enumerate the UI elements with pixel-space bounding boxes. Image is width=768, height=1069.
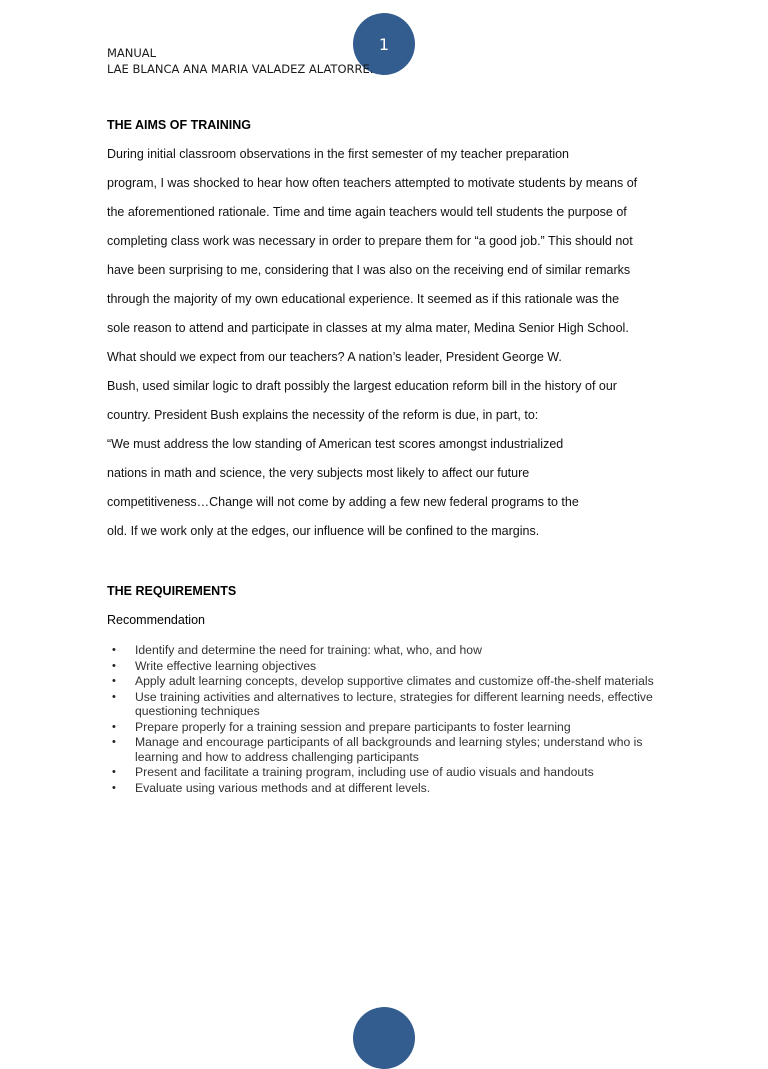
- list-item-text: Prepare properly for a training session and prepare participants to foster learning: [135, 719, 571, 734]
- bullet-icon: •: [112, 690, 116, 703]
- bullet-icon: •: [112, 659, 116, 672]
- list-item-text: Identify and determine the need for training: what, who, and how: [135, 643, 482, 657]
- header-line-author: LAE BLANCA ANA MARIA VALADEZ ALATORRE.: [107, 62, 374, 76]
- list-item-text: Present and facilitate a training program, including use of audio visuals and handouts: [135, 765, 594, 779]
- page-number: 1: [378, 34, 390, 54]
- body-line: completing class work was necessary in order to prepare them for “a good job.” This should not: [107, 234, 633, 248]
- list-item: [107, 690, 667, 719]
- body-line: sole reason to attend and participate in classes at my alma mater, Medina Senior High School.: [107, 321, 629, 335]
- quote-line: “We must address the low standing of American test scores amongst industrialized: [107, 437, 564, 451]
- next-page-badge: [353, 1007, 415, 1069]
- bullet-icon: •: [112, 766, 116, 778]
- list-item-text: Apply adult learning concepts, develop supportive climates and customize off-the-shelf materials: [135, 674, 654, 688]
- bullet-icon: •: [112, 644, 116, 656]
- quote-line: nations in math and science, the very subjects most likely to affect our future: [107, 466, 530, 480]
- list-item: [107, 643, 667, 658]
- bullet-icon: •: [112, 736, 116, 748]
- header-line-manual: MANUAL: [107, 46, 157, 60]
- list-item: [107, 674, 667, 689]
- list-item: [107, 659, 667, 674]
- section-heading-aims: THE AIMS OF TRAINING: [107, 118, 251, 132]
- requirements-list: [107, 643, 667, 796]
- list-item: [107, 781, 667, 796]
- body-line: have been surprising to me, considering that I was also on the receiving end of similar remarks: [107, 263, 631, 277]
- bullet-icon: •: [112, 675, 116, 687]
- list-item-text: Manage and encourage participants of all backgrounds and learning styles; understand who is learning and how to address challenging participants: [135, 735, 643, 764]
- list-item-text: Write effective learning objectives: [135, 658, 317, 673]
- bullet-icon: •: [112, 781, 116, 794]
- list-item: [107, 735, 667, 764]
- list-item-text: Use training activities and alternatives to lecture, strategies for different learning needs, effective questioning techniques: [135, 689, 653, 718]
- document-header: [107, 45, 373, 77]
- quote-line: old. If we work only at the edges, our influence will be confined to the margins.: [107, 524, 540, 538]
- list-item: [107, 720, 667, 735]
- quote-line: competitiveness…Change will not come by adding a few new federal programs to the: [107, 495, 579, 509]
- body-line: During initial classroom observations in the first semester of my teacher preparation: [107, 147, 570, 161]
- recommendation-label: Recommendation: [107, 613, 205, 627]
- body-line: country. President Bush explains the necessity of the reform is due, in part, to:: [107, 408, 539, 422]
- body-line: What should we expect from our teachers? A nation’s leader, President George W.: [107, 350, 562, 364]
- section-heading-requirements: THE REQUIREMENTS: [107, 584, 237, 598]
- body-line: Bush, used similar logic to draft possibly the largest education reform bill in the history of our: [107, 379, 617, 393]
- body-line: program, I was shocked to hear how often teachers attempted to motivate students by means of: [107, 176, 638, 190]
- list-item: [107, 765, 667, 780]
- body-line: the aforementioned rationale. Time and time again teachers would tell students the purpose of: [107, 205, 627, 219]
- bullet-icon: •: [112, 720, 116, 733]
- list-item-text: Evaluate using various methods and at different levels.: [135, 780, 431, 795]
- body-line: through the majority of my own educational experience. It seemed as if this rationale was the: [107, 292, 620, 306]
